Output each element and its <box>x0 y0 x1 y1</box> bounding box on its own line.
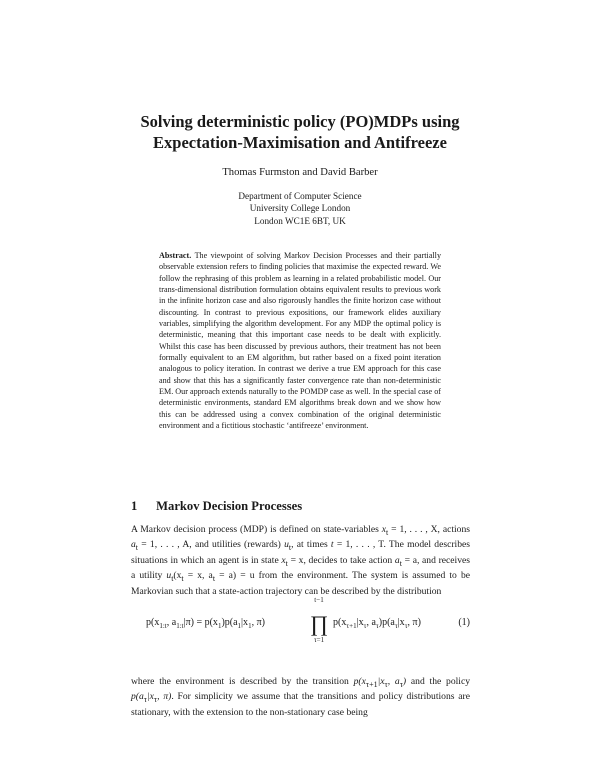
paper-title <box>60 111 540 153</box>
title-line-2: Expectation-Maximisation and Antifreeze <box>153 133 447 152</box>
product-upper-limit: t−1 <box>314 596 324 604</box>
equation-lhs: $p(x_{1:t}$, $a_{1:t}|\pi) = p(x_1)p(a_1|x_1$, π) <box>146 617 265 630</box>
section-title: Markov Decision Processes <box>156 499 303 513</box>
abstract <box>159 250 441 432</box>
equation-rhs: $p(x_{\tau+1}|x_\tau$, $a_\tau)p(a_\tau|x_\tau$, π) <box>333 617 421 630</box>
section-heading <box>131 499 302 514</box>
paragraph-2-text: where the environment is described by the transition $p(x_{\tau+1}|x_\tau$, $a_\tau$) and the policy $p(a_\tau|x_\tau$, π). For simplicity we assume that the transitions and policy distributions are stationary, with the extension to the non-stationary case being <box>131 676 471 718</box>
author-list: Thomas Furmston and David Barber <box>222 167 378 178</box>
product-symbol: ∏ <box>309 611 329 636</box>
abstract-label: Abstract. <box>159 251 192 260</box>
affiliation <box>60 190 540 227</box>
equation-number: (1) <box>458 617 470 628</box>
product-lower-limit: τ=1 <box>313 636 325 644</box>
equation-1 <box>131 580 470 658</box>
abstract-text: The viewpoint of solving Markov Decision Processes and their partially observable extension refers to finding policies that maximise the expected reward. We follow the rephrasing of this problem as learning in a related probabilistic model. Our trans-dimensional distribution formulation obtains equivalent results to previous work in the infinite horizon case and also rigorously handles the finite horizon case without discounting. In contrast to previous expositions, our framework elides auxiliary variables, simplifying the algorithm development. For any MDP the optimal policy is deterministic, meaning that this important case needs to be dealt with explicitly. Whilst this case has been discussed by previous authors, their treatment has not been formally equivalent to an EM algorithm, but rather based on a fixed point iteration analogous to policy iteration. In contrast we derive a true EM approach for this case and show that this has a significantly faster convergence rate than non-deterministic EM. Our approach extends naturally to the POMDP case as well. In the special case of deterministic environments, standard EM algorithms break down and we show how this can be addressed using a convex combination of the original deterministic environment and a fictitious stochastic ‘antifreeze’ environment. <box>159 251 442 431</box>
section-number: 1 <box>131 499 138 513</box>
title-line-1: Solving deterministic policy (PO)MDPs using <box>140 112 460 131</box>
affiliation-line-1: Department of Computer Science <box>238 191 362 201</box>
paragraph-2 <box>131 676 470 719</box>
affiliation-line-3: London WC1E 6BT, UK <box>254 215 346 226</box>
affiliation-line-2: University College London <box>249 203 351 214</box>
paragraph-1-text: A Markov decision process (MDP) is defined on state-variables $x_t = 1$, . . . , X, actions $a_t = 1$, . . . , A, and utilities (rewards) $u_t$, at times t = 1, . . . , T. The model describes situations in which an agent is in state $x_t = x$, decides to take action $a_t = a$, and receives a utility $u_t(x_t = x$, $a_t = a) = u$ from the environment. The system is assumed to be Markovian such that a state-action trajectory can be described by the distribution <box>131 524 471 597</box>
